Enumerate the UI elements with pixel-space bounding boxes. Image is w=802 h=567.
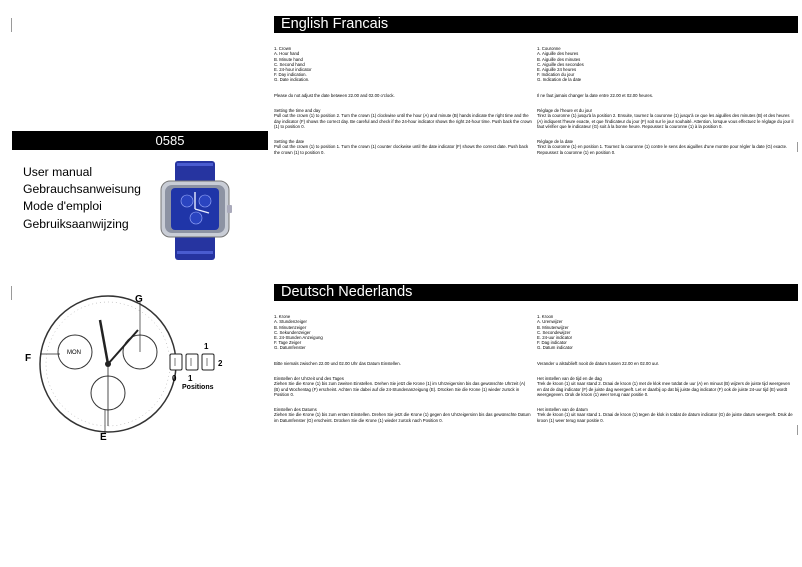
- parts-list: 1. Couronne A. Aiguille des heures B. Aiguille des minutes C. Aiguille des secondes E. Aiguille 24 heures F. Indication du jour G. Indication de la date: [537, 46, 584, 83]
- dutch-column: [537, 309, 795, 433]
- setting-time-instructions: Het instellen van de tijd en de dag Trek de kroon (1) uit naar stand 2. Draai de kroon (1) met de klok mee totdat de uur (A) en minuut (B) wijzers de juiste tijd weergeven en dat de dag indicator (F) de juiste dag weergeeft. Let er daarbij op dat bij juiste dag indicator (F) ook de juiste 24-uur tijd (E) wordt weergegeven. Druk de kroon (1) weer terug naar positie 0.: [537, 376, 790, 397]
- crown-position-number: 2: [218, 359, 223, 368]
- manual-title: Mode d'emploi: [23, 199, 102, 214]
- manual-title-list: [23, 164, 141, 233]
- crown-position-number: 0: [172, 374, 177, 383]
- crop-mark: [797, 142, 798, 152]
- crown-position-0: [170, 354, 182, 370]
- setting-date-instructions: Einstellen des Datums Ziehen Sie die Krone (1) bis zum ersten Einstellen. Drehen Sie jetzt die Krone (1) gegen den Uhrzeigersinn bis das gewünschte Datum im Datumfenster (G) erscheint. Drücken Sie die Krone (1) wieder zurück nach Position 0.: [274, 407, 531, 423]
- parts-list: 1. Krone A. Stundenzeiger B. Minutenzeiger C. Sekundenzeiger E. 24-Stunden Anzeigung F. Tage Zeiger G. Datumfenster: [274, 314, 323, 351]
- setting-date-instructions: Het instellen van de datum Trek de kroon (1) uit naar stand 1. Draai de kroon (1) tegen de klok in totdat de datum indicator (G) de juiste datum weergeeft. Druk de kroon (1) weer terug naar positie 0.: [537, 407, 793, 423]
- french-column: [537, 41, 795, 165]
- parts-list: 1. Crown A. Hour hand B. Minute hand C. Second hand E. 24-hour indicator F. Day indication. G. Date indication.: [274, 46, 312, 83]
- section-heading-bar: [274, 284, 798, 301]
- manual-title: Gebrauchsanweisung: [23, 182, 141, 197]
- manual-title: Gebruiksaanwijzing: [23, 216, 129, 231]
- english-column: [274, 41, 532, 165]
- date-warning: Verander u alstublieft nooit de datum tussen 22.00 en 02.00 uur.: [537, 360, 660, 366]
- date-warning: Il ne faut jamais changer la date entre 22.00 et 02.00 heures.: [537, 92, 654, 98]
- setting-time-instructions: Réglage de l'heure et du jour Tirez la couronne (1) jusqu'à la position 2. Ensuite, tournez la couronne (1) jusqu'à ce que les aiguilles des minutes (B) et des heures (A) indiquent l'heure exacte, et que l'indicateur du jour (F) soit sur le jour souhaité. Attention, lorsque vous effectuez le réglage du jour il faut vérifier que le indicateur (G) soit à la bonne heure. Repoussez la couronne (1) à la position 0.: [537, 108, 794, 129]
- setting-time-instructions: Setting the time and day Pull out the crown (1) to position 2. Turn the crown (1) clockwise until the hour (A) and minute (B) hands indicate the right time and the day indicator (F) shows the correct day. Be careful and check if the 24-hour indicator shows the right 24-hour time. Push back the crown (1) to position 0.: [274, 108, 532, 129]
- setting-date-instructions: Setting the date Pull out the crown (1) to position 1. Turn the crown (1) counter clockwise until the date indicator (F) shows the correct date. Push back the crown (1) to position 0.: [274, 139, 529, 155]
- section-heading: Deutsch Nederlands: [281, 284, 413, 300]
- model-number: 0585: [155, 133, 185, 148]
- model-number-bar: [12, 131, 268, 150]
- parts-list: 1. Kroon A. Urenwijzer B. Minutenwijzer C. Secondewijzer E. 24-uur indicator F. Dag indicator G. Datum indicator: [537, 314, 573, 351]
- german-column: [274, 309, 532, 433]
- setting-time-instructions: Einstellen der Uhrzeit und des Tages Ziehen Sie die Krone (1) bis zum zweiten Einstellen. Drehen Sie jetzt die Krone (1) im Uhrzeigersinn bis das gewünschte Uhrzeit (A) (B) und Wochentag (F) erscheint. Achten Sie dabei auf die 24-Stundenanzeigung (E). Drücken Sie die Krone (1) wieder zurück in Position 0.: [274, 376, 526, 397]
- crown-position-1: [186, 354, 198, 370]
- date-warning: Please do not adjust the date between 22.00 and 02.00 o'clock.: [274, 92, 395, 98]
- crop-mark: [11, 18, 12, 32]
- section-heading-bar: [274, 16, 798, 33]
- callout-g: G: [135, 294, 143, 305]
- day-label: MON: [67, 350, 81, 356]
- callout-f: F: [25, 353, 32, 364]
- watch-face-diagram: [20, 290, 240, 440]
- positions-caption: Positions: [182, 384, 214, 391]
- crop-mark: [11, 286, 12, 300]
- date-warning: Bitte niemals zwischen 22.00 und 02.00 Uhr das Datum Einstellen.: [274, 360, 401, 366]
- crown-position-2: [202, 354, 214, 370]
- crown-position-number: 1: [204, 342, 209, 351]
- setting-date-instructions: Réglage de la date Tirez la couronne (1) en position 1. Tournez la couronne (1) contre le sens des aiguilles d'une montre pour régler la date (G) exacte. Repoussez la couronne (1) en position 0.: [537, 139, 788, 155]
- callout-e: E: [100, 432, 107, 440]
- crown-position-number: 1: [188, 374, 193, 383]
- center-pin: [105, 361, 111, 367]
- watch-product-photo: [157, 161, 233, 260]
- crop-mark: [797, 425, 798, 435]
- section-heading: English Francais: [281, 16, 389, 32]
- manual-title: User manual: [23, 165, 93, 179]
- hour-hand: [100, 320, 108, 364]
- minute-hand: [108, 330, 138, 364]
